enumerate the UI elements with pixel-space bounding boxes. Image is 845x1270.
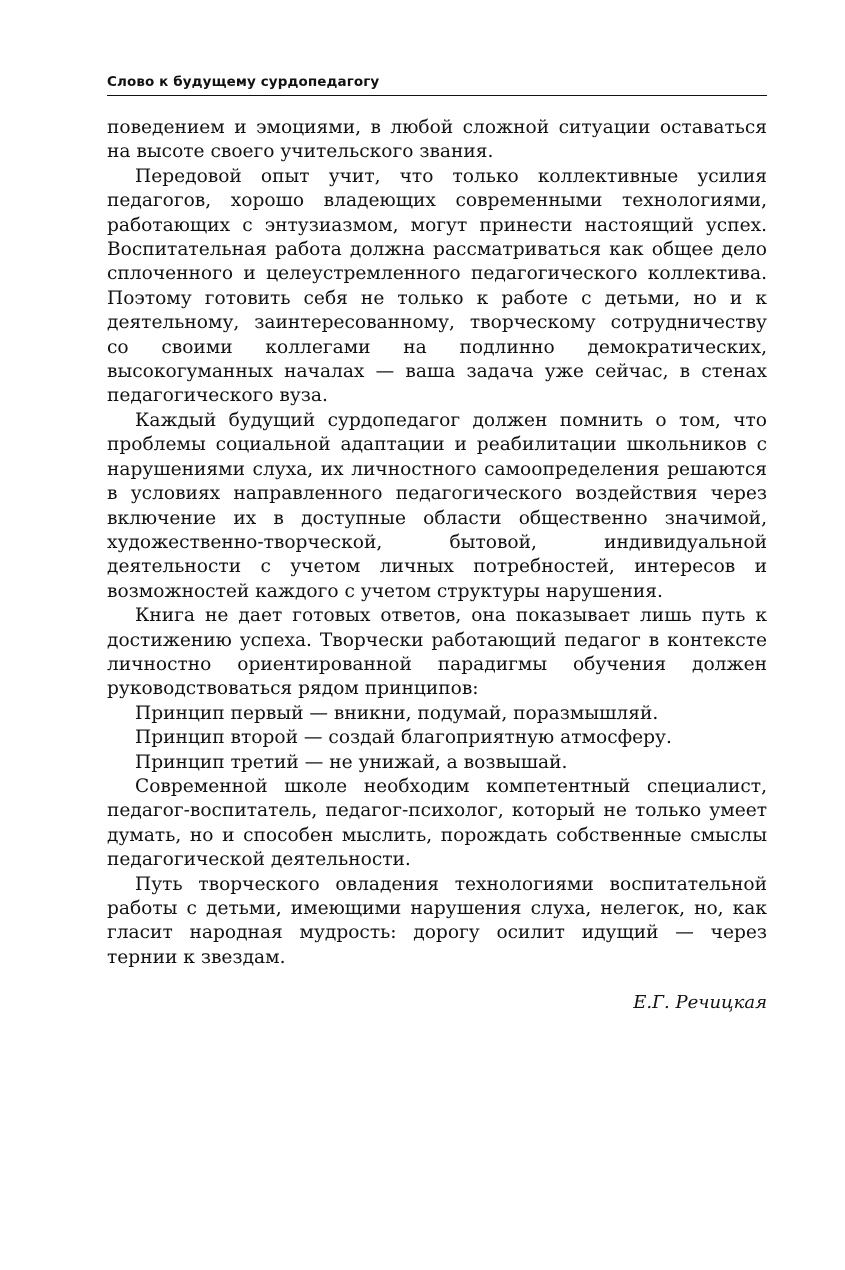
body-text <box>107 116 767 970</box>
principle-item: Принцип второй — создай благоприятную атмосферу. <box>135 727 672 749</box>
author-signature: Е.Г. Речицкая <box>633 992 767 1013</box>
paragraph: Каждый будущий сурдопедагог должен помнить о том, что проблемы социальной адаптации и реабилитации школьников с нарушениями слуха, их личностного самоопределения решаются в условиях направленного педагогического воздействия через включение их в доступные области общественно значимой, художественно-творческой, бытовой, индивидуальной деятельности с учетом личных потребностей, интересов и возможностей каждого с учетом структуры нарушения. <box>107 409 767 602</box>
paragraph: Путь творческого овладения технологиями воспитательной работы с детьми, имеющими нарушения слуха, нелегок, но, как гласит народная мудрость: дорогу осилит идущий — через тернии к звездам. <box>107 873 767 968</box>
paragraph: Современной школе необходим компетентный специалист, педагог-воспитатель, педагог-психолог, который не только умеет думать, но и способен мыслить, порождать собственные смыслы педагогической деятельности. <box>107 775 767 871</box>
running-header-title: Слово к будущему сурдопедагогу <box>107 74 380 90</box>
paragraph: поведением и эмоциями, в любой сложной ситуации оставаться на высоте своего учительского звания. <box>107 117 767 163</box>
header-rule <box>107 95 767 96</box>
running-header <box>107 74 767 96</box>
paragraph: Передовой опыт учит, что только коллективные усилия педагогов, хорошо владеющих современными технологиями, работающих с энтузиазмом, могут принести настоящий успех. Воспитательная работа должна рассматриваться как общее дело сплоченного и целеустремленного педагогического коллектива. Поэтому готовить себя не только к работе с детьми, но и к деятельному, заинтересованному, творческому сотрудничеству со своими коллегами на подлинно демократических, высокогуманных началах — ваша задача уже сейчас, в стенах педагогического вуза. <box>107 165 767 407</box>
paragraph: Книга не дает готовых ответов, она показывает лишь путь к достижению успеха. Творчески работающий педагог в контексте личностно ориентированной парадигмы обучения должен руководствоваться рядом принципов: <box>107 605 767 700</box>
principle-item: Принцип третий — не унижай, а возвышай. <box>135 751 568 773</box>
principle-item: Принцип первый — вникни, подумай, поразмышляй. <box>135 702 659 724</box>
